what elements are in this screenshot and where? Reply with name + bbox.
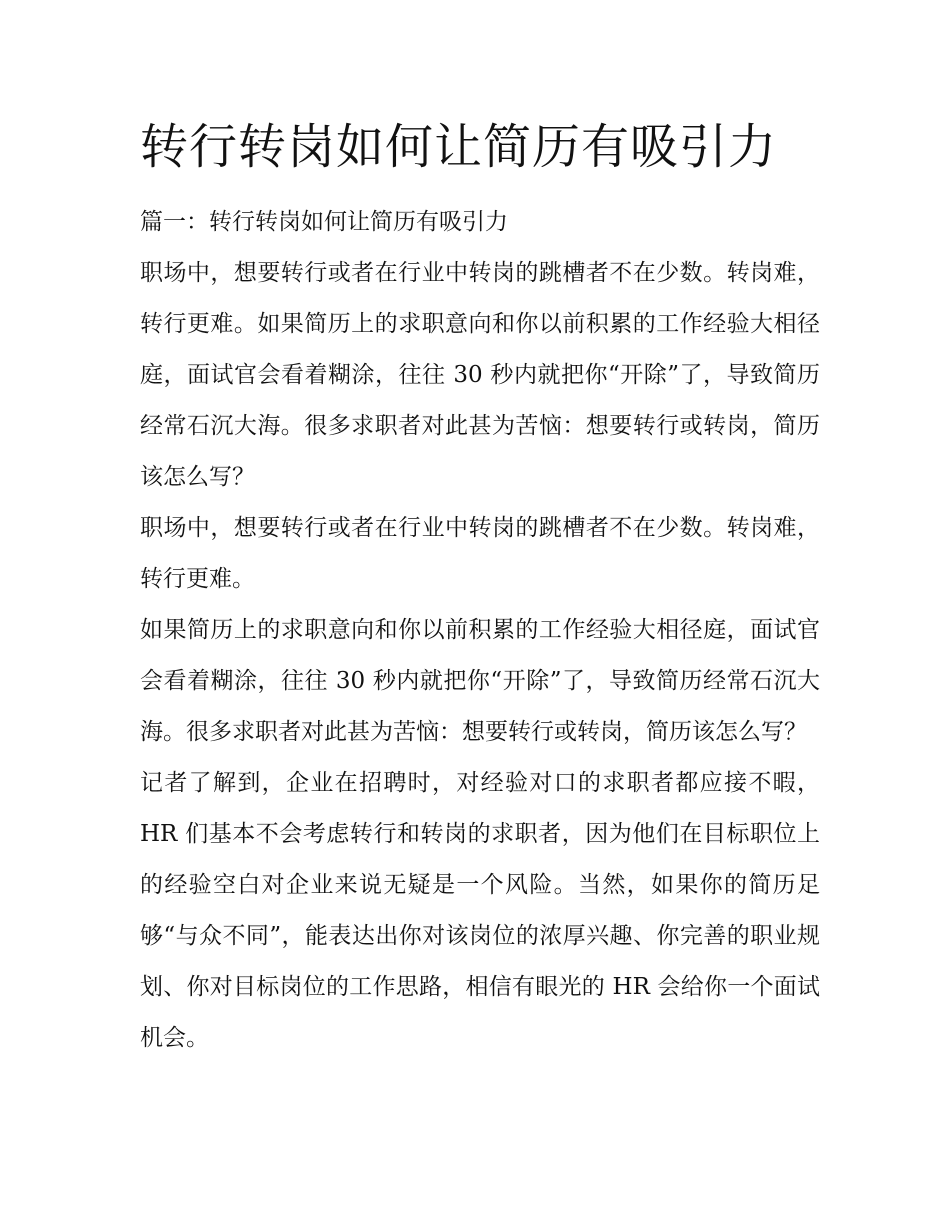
section-heading: 篇一：转行转岗如何让简历有吸引力 (140, 209, 508, 235)
document-body (140, 197, 820, 1064)
paragraph: 职场中，想要转行或者在行业中转岗的跳槽者不在少数。转岗难，转行更难。如果简历上的求职意向和你以前积累的工作经验大相径庭，面试官会看着糊涂，往往 30 秒内就把你“开除”了，导致简历经常石沉大海。很多求职者对此甚为苦恼：想要转行或转岗，简历该怎么写？ (140, 260, 820, 490)
paragraph: 职场中，想要转行或者在行业中转岗的跳槽者不在少数。转岗难，转行更难。 (140, 515, 820, 592)
paragraph: 记者了解到，企业在招聘时，对经验对口的求职者都应接不暇，HR 们基本不会考虑转行和转岗的求职者，因为他们在目标职位上的经验空白对企业来说无疑是一个风险。当然，如果你的简历足够“与众不同”，能表达出你对该岗位的浓厚兴趣、你完善的职业规划、你对目标岗位的工作思路，相信有眼光的 HR 会给你一个面试机会。 (140, 770, 820, 1051)
paragraph: 如果简历上的求职意向和你以前积累的工作经验大相径庭，面试官会看着糊涂，往往 30 秒内就把你“开除”了，导致简历经常石沉大海。很多求职者对此甚为苦恼：想要转行或转岗，简历该怎么写？ (140, 617, 820, 745)
document-title: 转行转岗如何让简历有吸引力 (140, 119, 778, 175)
